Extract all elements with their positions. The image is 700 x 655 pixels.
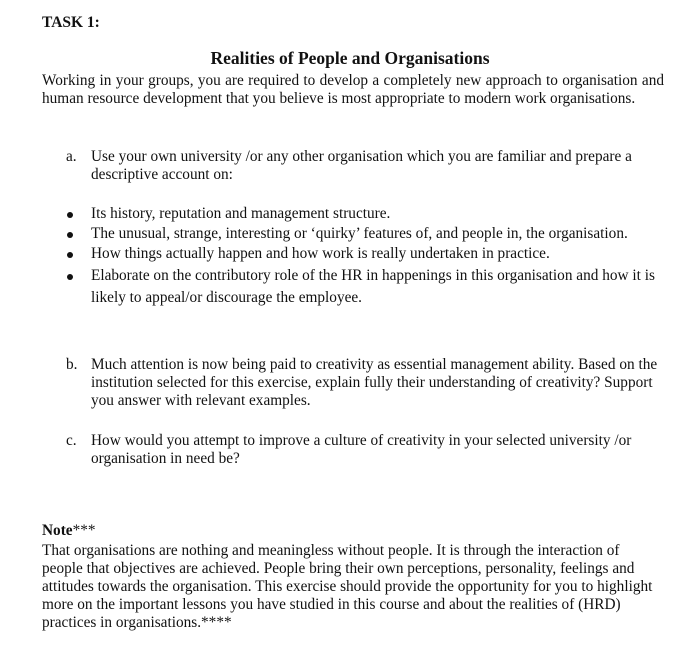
item-text: Use your own university /or any other organisation which you are familiar and prepare a descriptive account on:: [91, 148, 632, 183]
item-marker: b.: [66, 356, 78, 373]
note-paragraph: That organisations are nothing and meaningless without people. It is through the interaction of people that objectives are achieved. People bring their own perceptions, personality, feelings and attitudes towards the organisation. This exercise should provide the opportunity for you to highlight more on the important lessons you have studied in this course and about the realities of (HRD) practices in organisations.****: [42, 542, 653, 631]
item-text: Much attention is now being paid to creativity as essential management ability. Based on the institution selected for this exercise, explain fully their understanding of creativity? Support you answer with relevant examples.: [91, 356, 658, 409]
list-item-a: [66, 148, 666, 184]
list-item-c: [66, 432, 666, 468]
item-text: How would you attempt to improve a culture of creativity in your selected university /or organisation in need be?: [91, 432, 632, 467]
item-marker: a.: [66, 148, 77, 165]
bullet-icon: [67, 212, 73, 218]
note-heading: [42, 522, 96, 540]
bullet-icon: [67, 274, 73, 280]
list-item-b: [66, 356, 666, 410]
note-label: Note: [42, 522, 73, 539]
bullet-list: [66, 205, 666, 311]
note-stars: ***: [72, 522, 96, 539]
bullet-item: How things actually happen and how work is really undertaken in practice.: [66, 245, 666, 263]
bullet-icon: [67, 252, 73, 258]
item-marker: c.: [66, 432, 77, 449]
task-label: TASK 1:: [42, 14, 100, 31]
bullet-item: Elaborate on the contributory role of the HR in happenings in this organisation and how it is likely to appeal/or discourage the employee.: [66, 265, 666, 309]
bullet-icon: [67, 232, 73, 238]
intro-paragraph: Working in your groups, you are required to develop a completely new approach to organisation and human resource development that you believe is most appropriate to modern work organisations.: [42, 72, 664, 107]
bullet-item: Its history, reputation and management structure.: [66, 205, 666, 223]
document-title: Realities of People and Organisations: [210, 48, 490, 68]
bullet-item: The unusual, strange, interesting or ‘quirky’ features of, and people in, the organisation.: [66, 225, 666, 243]
